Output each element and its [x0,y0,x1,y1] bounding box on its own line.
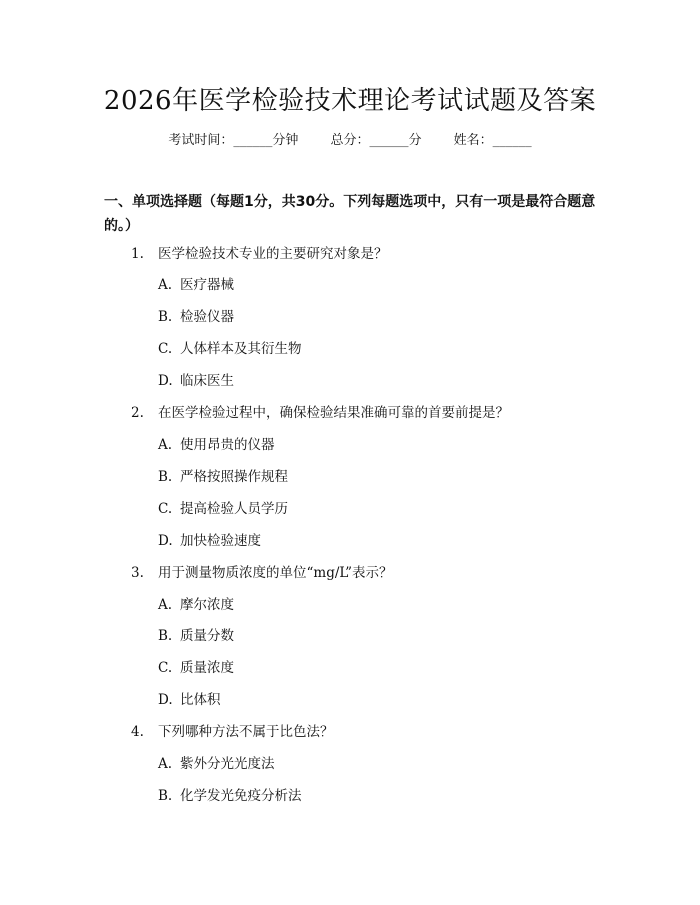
option-text: 质量分数 [180,628,234,644]
option-letter: B. [158,309,173,325]
option-letter: B. [158,469,173,485]
option-letter: A. [158,756,173,772]
option-letter: D. [158,533,173,549]
exam-meta-line [0,131,700,151]
question-text: 在医学检验过程中，确保检验结果准确可靠的首要前提是？ [158,405,509,421]
section-heading: 一、单项选择题（每题1分，共30分。下列每题选项中，只有一项是最符合题意的。） [104,194,596,234]
option-text: 比体积 [180,692,221,708]
question-text: 下列哪种方法不属于比色法？ [158,724,334,740]
exam-time-label: 考试时间： [168,133,234,148]
question-2 [131,403,509,423]
option-text: 医疗器械 [180,277,234,293]
option-letter: C. [158,501,173,517]
question-number: 4. [131,724,144,740]
option-letter: C. [158,341,173,357]
option-letter: C. [158,660,173,676]
question-2-option-c [158,499,288,519]
option-text: 提高检验人员学历 [180,501,288,517]
question-4-option-b [158,786,302,806]
question-number: 1. [131,246,144,262]
option-text: 严格按照操作规程 [180,469,288,485]
total-score-label: 总分： [330,133,370,148]
option-letter: B. [158,788,173,804]
option-text: 摩尔浓度 [180,597,234,613]
page-title: 2026年医学检验技术理论考试试题及答案 [103,86,597,116]
option-text: 紫外分光光度法 [180,756,275,772]
question-3-option-b [158,626,234,646]
question-3-option-a [158,595,234,615]
option-text: 检验仪器 [180,309,234,325]
option-text: 化学发光免疫分析法 [180,788,302,804]
option-text: 加快检验速度 [180,533,261,549]
question-1-option-c [158,339,302,359]
total-score-field [330,131,421,151]
question-1-option-b [158,307,234,327]
option-letter: A. [158,277,173,293]
student-name-blank: ______ [492,133,532,148]
exam-time-field [168,131,298,151]
question-number: 3. [131,565,144,581]
question-2-option-a [158,435,275,455]
question-1-option-a [158,275,234,295]
total-score-blank: ______ [369,133,409,148]
question-3-option-c [158,658,234,678]
question-1-option-d [158,371,234,391]
option-letter: B. [158,628,173,644]
exam-time-blank: ______ [233,133,273,148]
question-number: 2. [131,405,144,421]
question-2-option-b [158,467,288,487]
option-letter: D. [158,373,173,389]
question-text: 医学检验技术专业的主要研究对象是？ [158,246,388,262]
student-name-field [454,131,532,151]
question-3 [131,563,393,583]
option-text: 使用昂贵的仪器 [180,437,275,453]
question-2-option-d [158,531,261,551]
exam-time-unit: 分钟 [272,133,299,148]
total-score-unit: 分 [408,133,422,148]
option-letter: A. [158,597,173,613]
student-name-label: 姓名： [453,133,493,148]
question-4 [131,722,334,742]
option-text: 临床医生 [180,373,234,389]
question-4-option-a [158,754,275,774]
question-1 [131,244,388,264]
question-text: 用于测量物质浓度的单位“mg/L”表示？ [158,565,393,581]
option-letter: A. [158,437,173,453]
option-text: 质量浓度 [180,660,234,676]
question-3-option-d [158,690,221,710]
option-letter: D. [158,692,173,708]
option-text: 人体样本及其衍生物 [180,341,302,357]
